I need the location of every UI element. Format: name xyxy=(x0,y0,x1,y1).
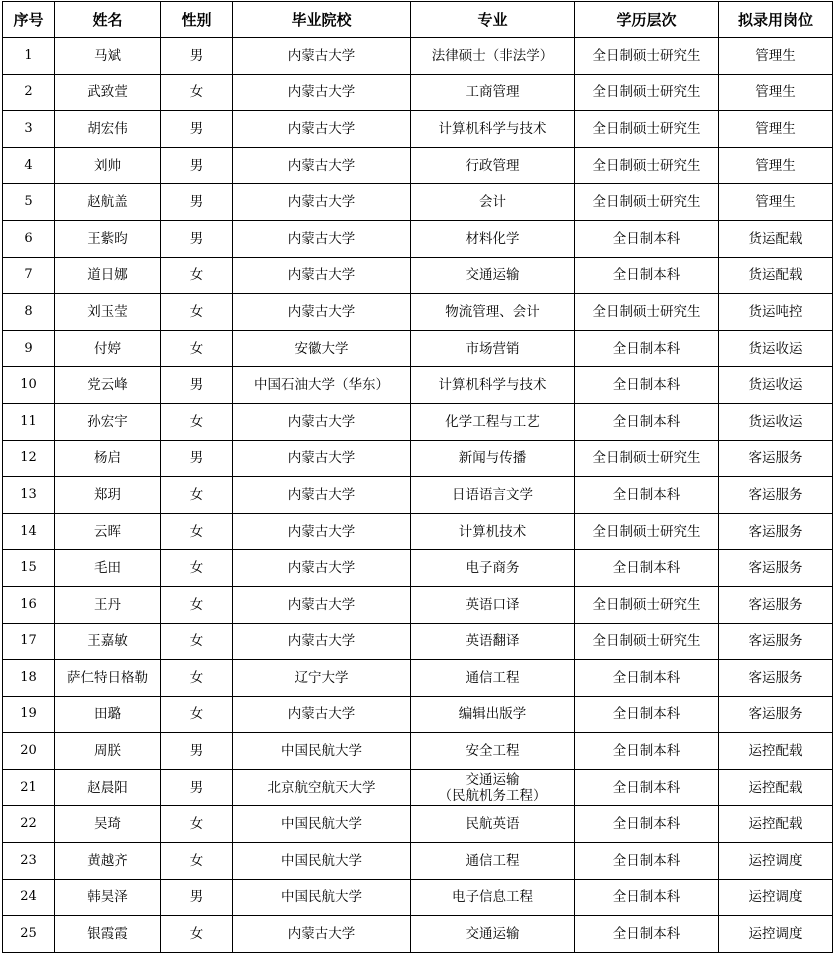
table-row xyxy=(3,367,833,404)
table-row xyxy=(3,111,833,148)
cell-seq: 7 xyxy=(3,257,55,294)
cell-major xyxy=(411,769,575,806)
table-row xyxy=(3,403,833,440)
cell-gender: 女 xyxy=(161,74,233,111)
cell-position: 运控配载 xyxy=(719,769,833,806)
table-row xyxy=(3,294,833,331)
table-row xyxy=(3,843,833,880)
cell-gender: 男 xyxy=(161,367,233,404)
cell-gender: 女 xyxy=(161,550,233,587)
cell-school: 内蒙古大学 xyxy=(233,623,411,660)
cell-level: 全日制本科 xyxy=(575,330,719,367)
cell-gender: 女 xyxy=(161,843,233,880)
cell-seq: 25 xyxy=(3,916,55,953)
cell-seq: 1 xyxy=(3,38,55,75)
cell-position: 客运服务 xyxy=(719,586,833,623)
cell-gender: 男 xyxy=(161,111,233,148)
table-row xyxy=(3,220,833,257)
cell-major: 通信工程 xyxy=(411,843,575,880)
cell-level: 全日制硕士研究生 xyxy=(575,184,719,221)
cell-seq: 4 xyxy=(3,147,55,184)
cell-name: 赵航盖 xyxy=(55,184,161,221)
cell-position: 货运收运 xyxy=(719,403,833,440)
cell-school: 中国民航大学 xyxy=(233,843,411,880)
cell-seq: 24 xyxy=(3,879,55,916)
cell-position: 客运服务 xyxy=(719,623,833,660)
cell-position: 运控调度 xyxy=(719,916,833,953)
cell-name: 王嘉敏 xyxy=(55,623,161,660)
cell-major: 材料化学 xyxy=(411,220,575,257)
cell-name: 王丹 xyxy=(55,586,161,623)
table-row xyxy=(3,733,833,770)
cell-major: 安全工程 xyxy=(411,733,575,770)
cell-gender: 男 xyxy=(161,184,233,221)
cell-school: 中国民航大学 xyxy=(233,733,411,770)
cell-name: 孙宏宇 xyxy=(55,403,161,440)
cell-school: 内蒙古大学 xyxy=(233,696,411,733)
header-school: 毕业院校 xyxy=(233,2,411,38)
major-line-2: （民航机务工程） xyxy=(438,787,547,804)
cell-level: 全日制本科 xyxy=(575,477,719,514)
cell-seq: 8 xyxy=(3,294,55,331)
cell-major: 市场营销 xyxy=(411,330,575,367)
cell-major: 会计 xyxy=(411,184,575,221)
cell-major: 物流管理、会计 xyxy=(411,294,575,331)
cell-level: 全日制本科 xyxy=(575,879,719,916)
cell-gender: 女 xyxy=(161,806,233,843)
cell-level: 全日制硕士研究生 xyxy=(575,440,719,477)
cell-seq: 13 xyxy=(3,477,55,514)
cell-seq: 18 xyxy=(3,660,55,697)
header-gender: 性别 xyxy=(161,2,233,38)
cell-gender: 男 xyxy=(161,733,233,770)
recruitment-table xyxy=(2,1,833,953)
cell-level: 全日制硕士研究生 xyxy=(575,38,719,75)
cell-level: 全日制硕士研究生 xyxy=(575,74,719,111)
cell-position: 客运服务 xyxy=(719,477,833,514)
cell-name: 付婷 xyxy=(55,330,161,367)
cell-position: 货运收运 xyxy=(719,330,833,367)
cell-position: 客运服务 xyxy=(719,513,833,550)
cell-level: 全日制硕士研究生 xyxy=(575,111,719,148)
header-position: 拟录用岗位 xyxy=(719,2,833,38)
cell-position: 货运配载 xyxy=(719,257,833,294)
cell-gender: 女 xyxy=(161,330,233,367)
cell-name: 郑玥 xyxy=(55,477,161,514)
cell-school: 内蒙古大学 xyxy=(233,147,411,184)
cell-gender: 女 xyxy=(161,696,233,733)
cell-position: 客运服务 xyxy=(719,660,833,697)
cell-seq: 21 xyxy=(3,769,55,806)
cell-name: 刘玉莹 xyxy=(55,294,161,331)
cell-name: 毛田 xyxy=(55,550,161,587)
cell-school: 内蒙古大学 xyxy=(233,513,411,550)
cell-major: 计算机科学与技术 xyxy=(411,367,575,404)
cell-gender: 女 xyxy=(161,586,233,623)
cell-position: 管理生 xyxy=(719,147,833,184)
cell-level: 全日制本科 xyxy=(575,403,719,440)
cell-level: 全日制本科 xyxy=(575,257,719,294)
cell-school: 中国民航大学 xyxy=(233,806,411,843)
cell-school: 内蒙古大学 xyxy=(233,477,411,514)
cell-major: 英语口译 xyxy=(411,586,575,623)
cell-level: 全日制硕士研究生 xyxy=(575,586,719,623)
cell-school: 内蒙古大学 xyxy=(233,220,411,257)
cell-seq: 16 xyxy=(3,586,55,623)
cell-seq: 12 xyxy=(3,440,55,477)
table-row xyxy=(3,879,833,916)
cell-gender: 男 xyxy=(161,769,233,806)
table-row xyxy=(3,769,833,806)
header-row xyxy=(3,2,833,38)
cell-school: 内蒙古大学 xyxy=(233,74,411,111)
cell-name: 云晖 xyxy=(55,513,161,550)
cell-position: 运控调度 xyxy=(719,879,833,916)
cell-name: 田璐 xyxy=(55,696,161,733)
cell-seq: 23 xyxy=(3,843,55,880)
cell-school: 内蒙古大学 xyxy=(233,916,411,953)
cell-seq: 22 xyxy=(3,806,55,843)
cell-major: 电子信息工程 xyxy=(411,879,575,916)
cell-seq: 5 xyxy=(3,184,55,221)
cell-school: 内蒙古大学 xyxy=(233,257,411,294)
header-major: 专业 xyxy=(411,2,575,38)
cell-seq: 11 xyxy=(3,403,55,440)
cell-level: 全日制本科 xyxy=(575,733,719,770)
cell-gender: 女 xyxy=(161,477,233,514)
cell-name: 刘帅 xyxy=(55,147,161,184)
cell-seq: 17 xyxy=(3,623,55,660)
cell-school: 内蒙古大学 xyxy=(233,184,411,221)
cell-position: 管理生 xyxy=(719,111,833,148)
cell-name: 韩昊泽 xyxy=(55,879,161,916)
cell-name: 武致萱 xyxy=(55,74,161,111)
cell-gender: 男 xyxy=(161,147,233,184)
cell-level: 全日制硕士研究生 xyxy=(575,147,719,184)
header-seq: 序号 xyxy=(3,2,55,38)
cell-seq: 9 xyxy=(3,330,55,367)
cell-school: 内蒙古大学 xyxy=(233,111,411,148)
cell-level: 全日制本科 xyxy=(575,220,719,257)
cell-level: 全日制本科 xyxy=(575,367,719,404)
cell-seq: 3 xyxy=(3,111,55,148)
cell-school: 内蒙古大学 xyxy=(233,38,411,75)
cell-school: 内蒙古大学 xyxy=(233,440,411,477)
cell-name: 赵晨阳 xyxy=(55,769,161,806)
cell-school: 内蒙古大学 xyxy=(233,586,411,623)
table-row xyxy=(3,623,833,660)
cell-gender: 女 xyxy=(161,623,233,660)
cell-level: 全日制硕士研究生 xyxy=(575,513,719,550)
cell-major: 交通运输 xyxy=(411,257,575,294)
cell-school: 中国石油大学（华东） xyxy=(233,367,411,404)
cell-position: 货运收运 xyxy=(719,367,833,404)
cell-position: 货运配载 xyxy=(719,220,833,257)
table-row xyxy=(3,916,833,953)
cell-level: 全日制本科 xyxy=(575,769,719,806)
table-row xyxy=(3,38,833,75)
cell-level: 全日制本科 xyxy=(575,843,719,880)
cell-seq: 2 xyxy=(3,74,55,111)
cell-major: 英语翻译 xyxy=(411,623,575,660)
cell-seq: 10 xyxy=(3,367,55,404)
header-level: 学历层次 xyxy=(575,2,719,38)
table-row xyxy=(3,477,833,514)
cell-major: 法律硕士（非法学） xyxy=(411,38,575,75)
cell-name: 吴琦 xyxy=(55,806,161,843)
cell-school: 辽宁大学 xyxy=(233,660,411,697)
table-row xyxy=(3,440,833,477)
cell-major: 行政管理 xyxy=(411,147,575,184)
table-row xyxy=(3,550,833,587)
cell-position: 客运服务 xyxy=(719,696,833,733)
table-body xyxy=(3,38,833,953)
cell-level: 全日制本科 xyxy=(575,806,719,843)
table-row xyxy=(3,806,833,843)
cell-level: 全日制本科 xyxy=(575,550,719,587)
cell-name: 周朕 xyxy=(55,733,161,770)
cell-position: 运控配载 xyxy=(719,806,833,843)
header-name: 姓名 xyxy=(55,2,161,38)
cell-seq: 15 xyxy=(3,550,55,587)
cell-major: 日语语言文学 xyxy=(411,477,575,514)
cell-name: 黄越齐 xyxy=(55,843,161,880)
cell-name: 党云峰 xyxy=(55,367,161,404)
cell-level: 全日制本科 xyxy=(575,660,719,697)
cell-level: 全日制本科 xyxy=(575,696,719,733)
cell-position: 客运服务 xyxy=(719,440,833,477)
cell-major: 交通运输 xyxy=(411,916,575,953)
cell-gender: 女 xyxy=(161,916,233,953)
cell-school: 内蒙古大学 xyxy=(233,550,411,587)
cell-name: 道日娜 xyxy=(55,257,161,294)
cell-gender: 女 xyxy=(161,660,233,697)
cell-major: 计算机科学与技术 xyxy=(411,111,575,148)
table-row xyxy=(3,330,833,367)
cell-gender: 女 xyxy=(161,257,233,294)
table-row xyxy=(3,586,833,623)
cell-gender: 女 xyxy=(161,403,233,440)
cell-seq: 19 xyxy=(3,696,55,733)
table-row xyxy=(3,147,833,184)
cell-gender: 男 xyxy=(161,220,233,257)
cell-name: 王紫昀 xyxy=(55,220,161,257)
cell-school: 安徽大学 xyxy=(233,330,411,367)
cell-seq: 14 xyxy=(3,513,55,550)
cell-major: 新闻与传播 xyxy=(411,440,575,477)
cell-school: 内蒙古大学 xyxy=(233,294,411,331)
cell-gender: 男 xyxy=(161,879,233,916)
table-row xyxy=(3,696,833,733)
table-row xyxy=(3,513,833,550)
cell-school: 中国民航大学 xyxy=(233,879,411,916)
cell-level: 全日制本科 xyxy=(575,916,719,953)
table-row xyxy=(3,184,833,221)
cell-gender: 男 xyxy=(161,38,233,75)
cell-position: 管理生 xyxy=(719,74,833,111)
cell-position: 运控配载 xyxy=(719,733,833,770)
cell-level: 全日制硕士研究生 xyxy=(575,294,719,331)
cell-position: 管理生 xyxy=(719,184,833,221)
cell-position: 管理生 xyxy=(719,38,833,75)
cell-major: 化学工程与工艺 xyxy=(411,403,575,440)
table-row xyxy=(3,257,833,294)
cell-gender: 女 xyxy=(161,513,233,550)
cell-major: 编辑出版学 xyxy=(411,696,575,733)
cell-school: 北京航空航天大学 xyxy=(233,769,411,806)
cell-gender: 女 xyxy=(161,294,233,331)
cell-position: 货运吨控 xyxy=(719,294,833,331)
cell-major: 电子商务 xyxy=(411,550,575,587)
cell-name: 萨仁特日格勒 xyxy=(55,660,161,697)
cell-major: 工商管理 xyxy=(411,74,575,111)
cell-position: 客运服务 xyxy=(719,550,833,587)
cell-name: 银霞霞 xyxy=(55,916,161,953)
cell-seq: 20 xyxy=(3,733,55,770)
cell-major: 民航英语 xyxy=(411,806,575,843)
cell-position: 运控调度 xyxy=(719,843,833,880)
table-row xyxy=(3,74,833,111)
cell-school: 内蒙古大学 xyxy=(233,403,411,440)
cell-name: 马斌 xyxy=(55,38,161,75)
table-row xyxy=(3,660,833,697)
cell-major: 计算机技术 xyxy=(411,513,575,550)
cell-name: 杨启 xyxy=(55,440,161,477)
cell-seq: 6 xyxy=(3,220,55,257)
cell-gender: 男 xyxy=(161,440,233,477)
major-line-1: 交通运输 xyxy=(465,771,520,788)
cell-major: 通信工程 xyxy=(411,660,575,697)
cell-level: 全日制硕士研究生 xyxy=(575,623,719,660)
cell-name: 胡宏伟 xyxy=(55,111,161,148)
